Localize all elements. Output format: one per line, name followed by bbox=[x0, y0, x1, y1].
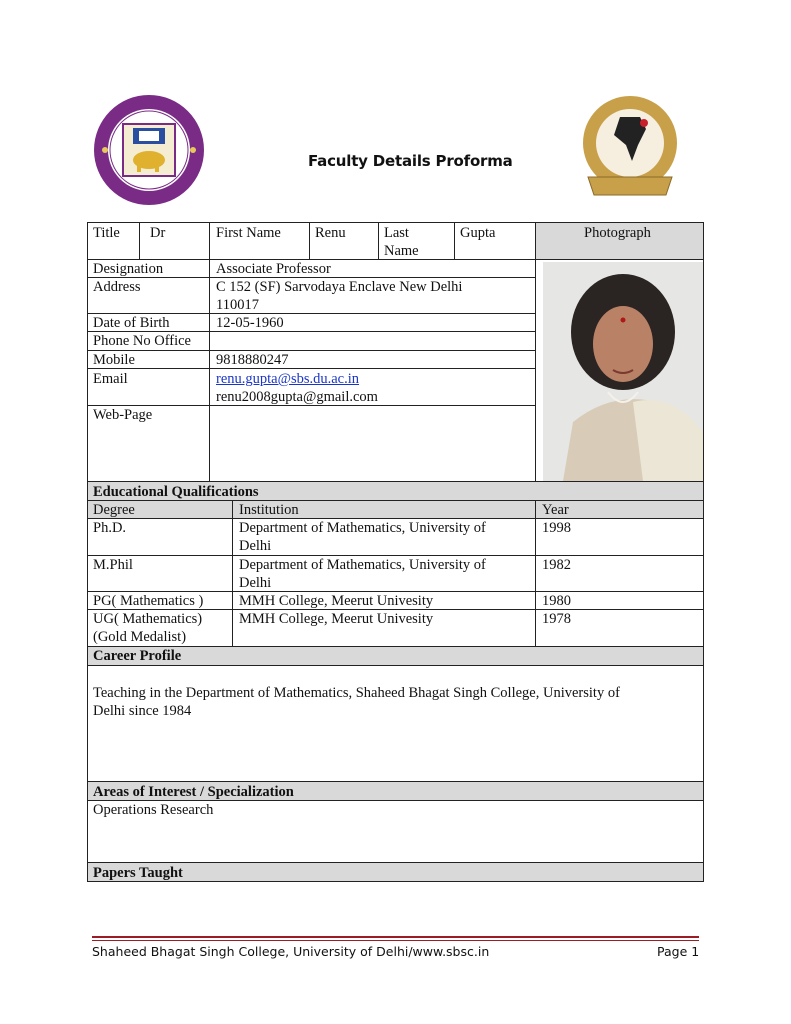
footer-rule bbox=[92, 936, 699, 938]
interest-section-title: Areas of Interest / Specialization bbox=[93, 784, 294, 800]
career-text-line2: Delhi since 1984 bbox=[93, 703, 192, 719]
year-cell: 1978 bbox=[542, 611, 571, 627]
education-col-institution: Institution bbox=[239, 502, 299, 518]
webpage-label: Web-Page bbox=[93, 407, 153, 423]
address-line2: 110017 bbox=[216, 297, 259, 313]
address-line1: C 152 (SF) Sarvodaya Enclave New Delhi bbox=[216, 279, 463, 295]
first-name-value: Renu bbox=[315, 225, 346, 241]
footer-text: Shaheed Bhagat Singh College, University of Delhi/www.sbsc.in bbox=[92, 944, 490, 959]
dob-label: Date of Birth bbox=[93, 315, 170, 331]
institution-cell-line2: Delhi bbox=[239, 538, 272, 554]
email-label: Email bbox=[93, 371, 128, 387]
last-name-label: Last bbox=[384, 225, 409, 241]
degree-cell-line2: (Gold Medalist) bbox=[93, 629, 187, 645]
education-col-degree: Degree bbox=[93, 502, 135, 518]
institution-cell: MMH College, Meerut Univesity bbox=[239, 611, 434, 627]
interest-value: Operations Research bbox=[93, 802, 214, 818]
career-section-title: Career Profile bbox=[93, 648, 182, 664]
degree-cell: PG( Mathematics ) bbox=[93, 593, 204, 609]
degree-cell: Ph.D. bbox=[93, 520, 127, 536]
title-value: Dr bbox=[150, 225, 166, 241]
institution-cell: MMH College, Meerut Univesity bbox=[239, 593, 434, 609]
year-cell: 1982 bbox=[542, 557, 571, 573]
email-primary-link[interactable]: renu.gupta@sbs.du.ac.in bbox=[216, 371, 360, 387]
du-logo bbox=[93, 94, 205, 206]
degree-cell: UG( Mathematics) bbox=[93, 611, 203, 627]
mobile-value: 9818880247 bbox=[216, 352, 289, 368]
degree-cell: M.Phil bbox=[93, 557, 133, 573]
designation-value: Associate Professor bbox=[216, 261, 331, 277]
faculty-photo bbox=[543, 262, 703, 481]
last-name-label-2: Name bbox=[384, 243, 419, 259]
last-name-value: Gupta bbox=[460, 225, 496, 241]
mobile-label: Mobile bbox=[93, 352, 135, 368]
year-cell: 1998 bbox=[542, 520, 571, 536]
education-cols-bg bbox=[87, 500, 703, 518]
photograph-label: Photograph bbox=[584, 225, 651, 241]
title-label: Title bbox=[93, 225, 120, 241]
page-title: Faculty Details Proforma bbox=[308, 152, 513, 170]
designation-label: Designation bbox=[93, 261, 164, 277]
institution-cell-line2: Delhi bbox=[239, 575, 272, 591]
education-col-year: Year bbox=[542, 502, 569, 518]
institution-cell: Department of Mathematics, University of bbox=[239, 520, 486, 536]
phone-label: Phone No Office bbox=[93, 333, 191, 349]
address-label: Address bbox=[93, 279, 141, 295]
email-secondary: renu2008gupta@gmail.com bbox=[216, 389, 378, 405]
year-cell: 1980 bbox=[542, 593, 571, 609]
footer-rule-thin bbox=[92, 940, 699, 941]
education-section-title: Educational Qualifications bbox=[93, 484, 259, 500]
career-text-line1: Teaching in the Department of Mathematics, Shaheed Bhagat Singh College, University of bbox=[93, 685, 620, 701]
sbs-logo bbox=[580, 95, 680, 205]
page-number: Page 1 bbox=[657, 944, 700, 959]
institution-cell: Department of Mathematics, University of bbox=[239, 557, 486, 573]
dob-value: 12-05-1960 bbox=[216, 315, 284, 331]
papers-section-title: Papers Taught bbox=[93, 865, 183, 881]
first-name-label: First Name bbox=[216, 225, 281, 241]
